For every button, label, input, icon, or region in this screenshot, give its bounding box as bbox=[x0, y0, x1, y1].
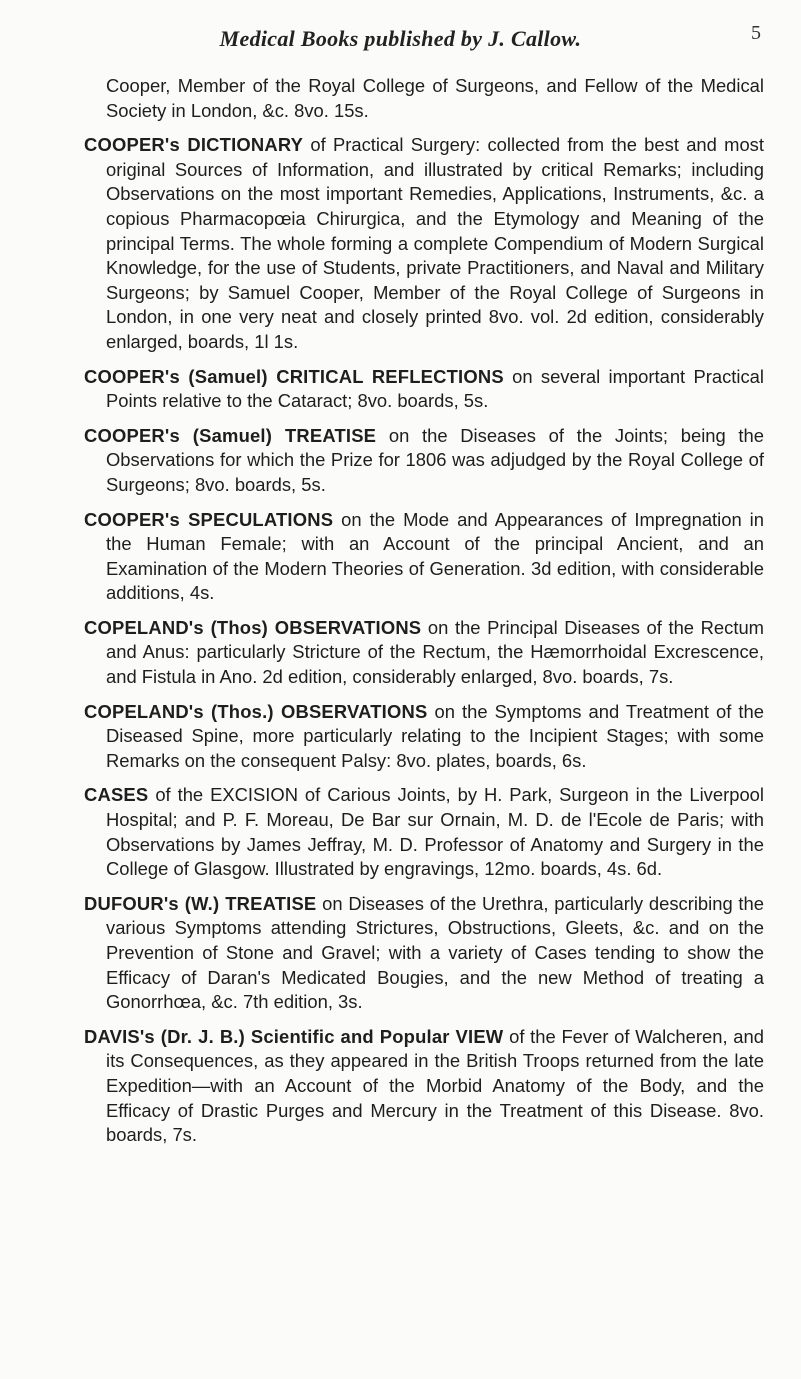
entry-text: on the Diseases of the Joints; being the Observations for which the Prize for 1806 was adjudged by the Royal College of Surgeons; 8vo. boards, 5s. bbox=[106, 424, 764, 495]
entry-heading: COOPER's DICTIONARY bbox=[84, 134, 304, 156]
catalogue-entry bbox=[84, 783, 764, 881]
entry-text: on Diseases of the Urethra, particularly describing the various Symptoms attending Strictures, Obstructions, Gleets, &c. and on the Prevention of Stone and Gravel; with a variety of Cases tending to show the Efficacy of Daran's Medicated Bougies, and the new Method of treating a Gonorrhœa, &c. 7th edition, 3s. bbox=[106, 892, 764, 1013]
catalogue-entry bbox=[84, 424, 764, 498]
entry-text: of the EXCISION of Carious Joints, by H. Park, Surgeon in the Liverpool Hospital; and P. F. Moreau, De Bar sur Ornain, M. D. de l'Ecole de Paris; with Observations by James Jeffray, M. D. Professor of Anatomy and Surgery in the College of Glasgow. Illustrated by engravings, 12mo. boards, 4s. 6d. bbox=[106, 784, 764, 880]
running-title: Medical Books published by J. Callow. bbox=[219, 26, 582, 51]
catalogue-entry bbox=[84, 365, 764, 414]
entry-text: of the Fever of Walcheren, and its Consequences, as they appeared in the British Troops returned from the late Expedition—with an Account of the Morbid Anatomy of the Body, and the Efficacy of Drastic Purges and Mercury in the Treatment of this Disease. 8vo. boards, 7s. bbox=[106, 1025, 764, 1146]
entry-text: on the Principal Diseases of the Rectum and Anus: particularly Stricture of the Rectum, the Hæmorrhoidal Excrescence, and Fistula in Ano. 2d edition, considerably enlarged, 8vo. boards, 7s. bbox=[106, 616, 764, 688]
catalogue-entry bbox=[84, 616, 764, 690]
entry-heading: COOPER's (Samuel) CRITICAL REFLECTIONS bbox=[84, 365, 504, 387]
entry-heading: DAVIS's (Dr. J. B.) Scientific and Popular VIEW bbox=[84, 1025, 504, 1047]
page-number: 5 bbox=[751, 22, 761, 44]
catalogue-entry bbox=[84, 892, 764, 1015]
catalogue-entry bbox=[84, 508, 764, 606]
entry-heading: DUFOUR's (W.) TREATISE bbox=[84, 892, 317, 914]
catalogue-entry-continued bbox=[84, 74, 764, 123]
entry-text: Cooper, Member of the Royal College of Surgeons, and Fellow of the Medical Society in London, &c. 8vo. 15s. bbox=[106, 75, 764, 121]
entry-text: on the Symptoms and Treatment of the Diseased Spine, more particularly relating to the Incipient Stages; with some Remarks on the consequent Palsy: 8vo. plates, boards, 6s. bbox=[106, 700, 764, 771]
entry-text: on several important Practical Points relative to the Cataract; 8vo. boards, 5s. bbox=[106, 365, 764, 412]
entry-heading: COPELAND's (Thos.) OBSERVATIONS bbox=[84, 700, 428, 722]
page-header bbox=[0, 22, 801, 62]
entry-text: of Practical Surgery: collected from the best and most original Sources of Information, and illustrated by critical Remarks; including Observations on the most important Remedies, Applications, Instruments, &c. a copious Pharmacopœia Chirurgica, and the Etymology and Meaning of the principal Terms. The whole forming a complete Compendium of Modern Surgical Knowledge, for the use of Students, private Practitioners, and Naval and Military Surgeons; by Samuel Cooper, Member of the Royal College of Surgeons in London, in one very neat and closely printed 8vo. vol. 2d edition, considerably enlarged, boards, 1l 1s. bbox=[106, 134, 764, 352]
catalogue-entry bbox=[84, 700, 764, 774]
entry-text: on the Mode and Appearances of Impregnation in the Human Female; with an Account of the principal Ancient, and an Examination of the Modern Theories of Generation. 3d edition, with considerable additions, 4s. bbox=[106, 508, 764, 604]
catalogue-entry bbox=[84, 1025, 764, 1148]
entry-heading: COPELAND's (Thos) OBSERVATIONS bbox=[84, 616, 422, 638]
catalogue-entry bbox=[84, 133, 764, 354]
entry-heading: COOPER's (Samuel) TREATISE bbox=[84, 424, 377, 446]
catalogue-entries bbox=[84, 74, 764, 1158]
entry-heading: CASES bbox=[84, 784, 149, 806]
entry-heading: COOPER's SPECULATIONS bbox=[84, 508, 334, 530]
